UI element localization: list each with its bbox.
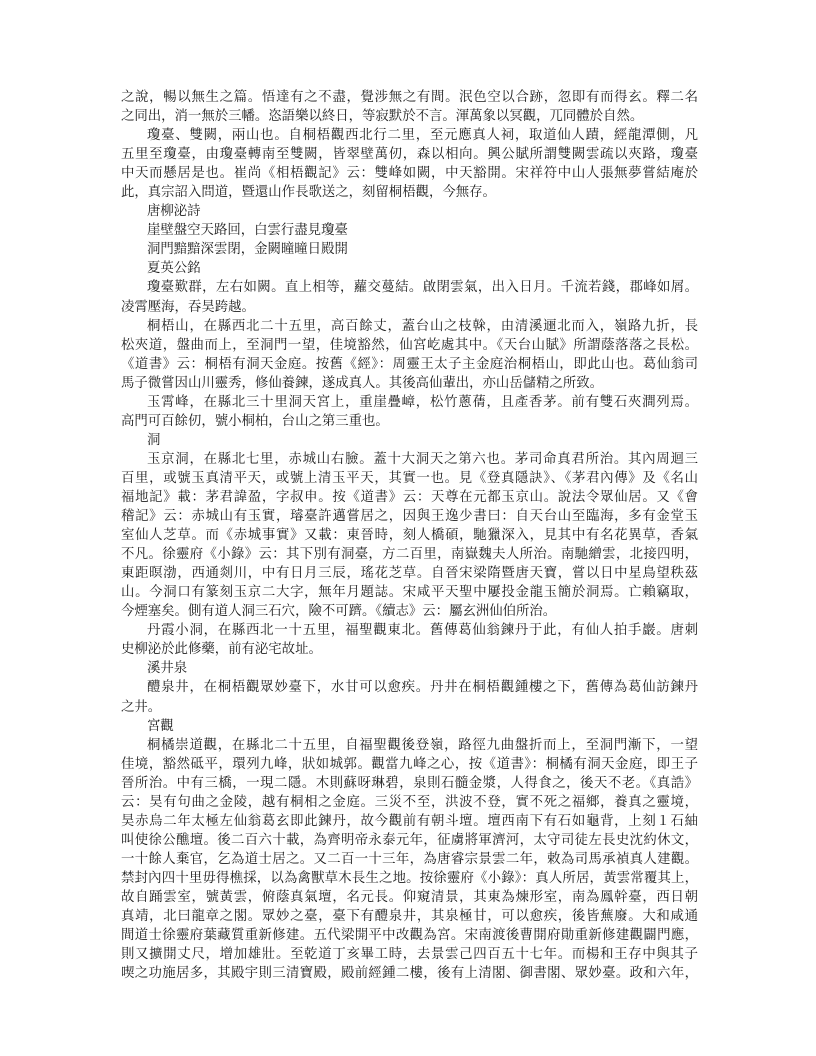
text-line: 松夾道，盤曲而上，至洞門一望，佳境豁然，仙宮屹處其中。《天台山賦》所謂蔭落落之長松。: [121, 337, 698, 353]
text-line: 之井。: [121, 699, 162, 715]
text-line: 洞: [147, 432, 161, 448]
text-line: 《道書》云：桐梧有洞天金庭。按舊《經》：周靈王太子主金庭治桐梧山，即此山也。葛仙翁司: [121, 356, 698, 372]
text-line: 凌霄壓海，吞昊跨越。: [121, 299, 255, 315]
text-line: 史柳泌於此修藥，前有泌宅故址。: [121, 642, 322, 658]
text-line: 此，真宗詔入問道，暨還山作長歌送之，刻留桐梧觀，今無存。: [121, 185, 496, 201]
text-line: 晉所治。中有三橋，一現二隱。木則蘇呀琳碧，泉則石髓金漿，人得食之，後天不老。《真誥》: [121, 775, 698, 791]
text-line: 洞門黯黯深雲閉，金闕曈曈日殿開: [147, 242, 348, 258]
text-line: 之說，暢以無生之篇。悟達有之不盡，覺涉無之有間。泯色空以合跡，忽即有而得玄。釋二名: [121, 90, 698, 105]
text-line: 高門可百餘仞，號小桐柏，台山之第三重也。: [121, 413, 389, 429]
text-line: 今煙塞矣。側有道人洞三石穴，險不可躋。《續志》云：屬玄洲仙伯所治。: [121, 604, 557, 620]
text-line: 間道士徐靈府葉藏質重新修建。五代梁開平中改觀為宮。宋南渡後曹開府勛重新修建觀闢門應，: [121, 928, 698, 944]
text-line: 百里，或號玉真清平天，或號上清玉平天，其實一也。見《登真隱訣》、《茅君內傳》及《名山: [121, 470, 698, 486]
text-line: 馬子微嘗因山川靈秀，修仙養鍊，遂成真人。其後高仙輩出，亦山岳儲精之所致。: [121, 375, 604, 391]
text-line: 瓊臺歎群，左右如闕。直上相等，蘿交蔓結。啟閉雲氣，出入日月。千流若錢，郡峰如屑。: [147, 280, 698, 296]
text-line: 玉霄峰，在縣北三十里洞天宮上，重崖疊嶂，松竹蔥蒨，且產香茅。前有雙石夾澗列焉。: [147, 394, 698, 410]
text-line: 叫使徐公醮壇。後二百六十載，為齊明帝永泰元年，征虜將軍濟河，太守司徒左長史沈約休文，: [121, 832, 698, 848]
text-line: 唐柳泌詩: [147, 204, 201, 220]
text-line: 夏英公銘: [147, 261, 201, 277]
text-line: 溪井泉: [147, 661, 188, 677]
text-line: 昊赤烏二年太極左仙翁葛玄即此鍊丹，故今觀前有朝斗壇。壇西南下有石如龜背，上刻１石紬: [121, 813, 698, 829]
text-line: 崖壁盤空天路回，白雲行盡見瓊臺: [147, 223, 348, 239]
text-line: 之同出，消一無於三幡。恣語樂以終日，等寂默於不言。渾萬象以冥觀，兀同體於自然。: [121, 109, 644, 125]
text-line: 禁封內四十里毋得樵採，以為禽獸草木長生之地。按徐靈府《小錄》：真人所居，黃雲常覆其上，: [121, 870, 698, 886]
text-line: 玉京洞，在縣北七里，赤城山右臉。蓋十大洞天之第六也。茅司命真君所治。其內周迴三: [147, 451, 698, 467]
text-line: 福地記》載：茅君諱盈，字叔申。按《道書》云：天尊在元都玉京山。說法令眾仙居。又《會: [121, 489, 698, 505]
text-line: 桐梧山，在縣西北二十五里，高百餘丈，蓋台山之枝榦，由清溪逦北而入，嶺路九折，長: [147, 318, 698, 334]
text-line: 不凡。徐靈府《小錄》云：其下別有洞臺，方二百里，南嶽魏夫人所治。南馳繒雲，北接四明，: [121, 547, 698, 563]
text-line: 桐橘崇道觀，在縣北二十五里，自福聖觀後登嶺，路徑九曲盤折而上，至洞門漸下，一望: [147, 737, 698, 753]
text-line: 一十餘人棄官，乞為道士居之。又二百一十三年，為唐睿宗景雲二年，敕為司馬承禎真人建觀。: [121, 851, 698, 867]
text-line: 云：昊有句曲之金陵，越有桐相之金庭。三災不至，洪波不登，實不死之福鄉，養真之靈境，: [121, 794, 698, 810]
text-line: 室仙人芝草。而《赤城事實》又載：東晉時，刻人橋碩，馳獵深入，見其中有名花異草，香氣: [121, 528, 698, 544]
text-line: 故自踊雲室，號黃雲，俯蔭真氣壇，名元長。仰窺清景，其東為煉形室，南為鳳幹臺，西日朝: [121, 889, 698, 905]
text-line: 佳境，豁然砥平，環列九峰，狀如城郭。觀當九峰之心，按《道書》：桐橘有洞天金庭，即王子: [121, 756, 698, 772]
text-line: 東距暝渤，西通剡川，中有日月三辰，瑤花芝草。自晉宋梁隋暨唐天寶，嘗以日中星鳥望秩茲: [121, 566, 698, 582]
text-line: 山。今洞口有篆刻玉京二大字，無年月題誌。宋咸平天聖中屢投金龍玉簡於洞焉。亡賴竊取，: [121, 585, 698, 601]
text-line: 中天而懸居是也。崔尚《相梧觀記》云：雙峰如闕，中天豁開。宋祥符中山人張無夢嘗結庵於: [121, 166, 698, 182]
text-line: 真靖，北曰龍章之閣。眾妙之臺，臺下有醴泉井，其泉極甘，可以愈疾，後皆蕪廢。大和咸通: [121, 909, 698, 925]
text-line: 宮觀: [147, 718, 174, 734]
text-line: 瓊臺、雙闕，兩山也。自桐梧觀西北行二里，至元應真人祠，取道仙人蹟，經龍潭側，凡: [147, 128, 698, 144]
text-line: 丹霞小洞，在縣西北一十五里，福聖觀東北。舊傳葛仙翁鍊丹于此，有仙人拍手巖。唐刺: [147, 623, 698, 639]
text-line: 喫之功施居多，其殿宇則三清寶殿，殿前經鍾二樓，後有上清閣、御書閣、眾妙臺。政和六年，: [121, 966, 698, 982]
text-line: 則又擴開丈尺，增加雄壯。至乾道丁亥畢工時，去景雲己四百五十七年。而楊和王存中與其子: [121, 947, 698, 963]
text-line: 稽記》云：赤城山有玉實，璿臺許邁嘗居之，因與王逸少書曰：自天台山至臨海，多有金堂玉: [121, 509, 698, 525]
text-line: 五里至瓊臺，由瓊臺轉南至雙闕，皆翠壁萬仞，森以相向。興公賦所謂雙闕雲疏以夾路，瓊臺: [121, 147, 698, 163]
text-line: 醴泉井，在桐梧觀眾妙臺下，水甘可以愈疾。丹井在桐梧觀鍾樓之下，舊傳為葛仙訪鍊丹: [147, 680, 698, 696]
